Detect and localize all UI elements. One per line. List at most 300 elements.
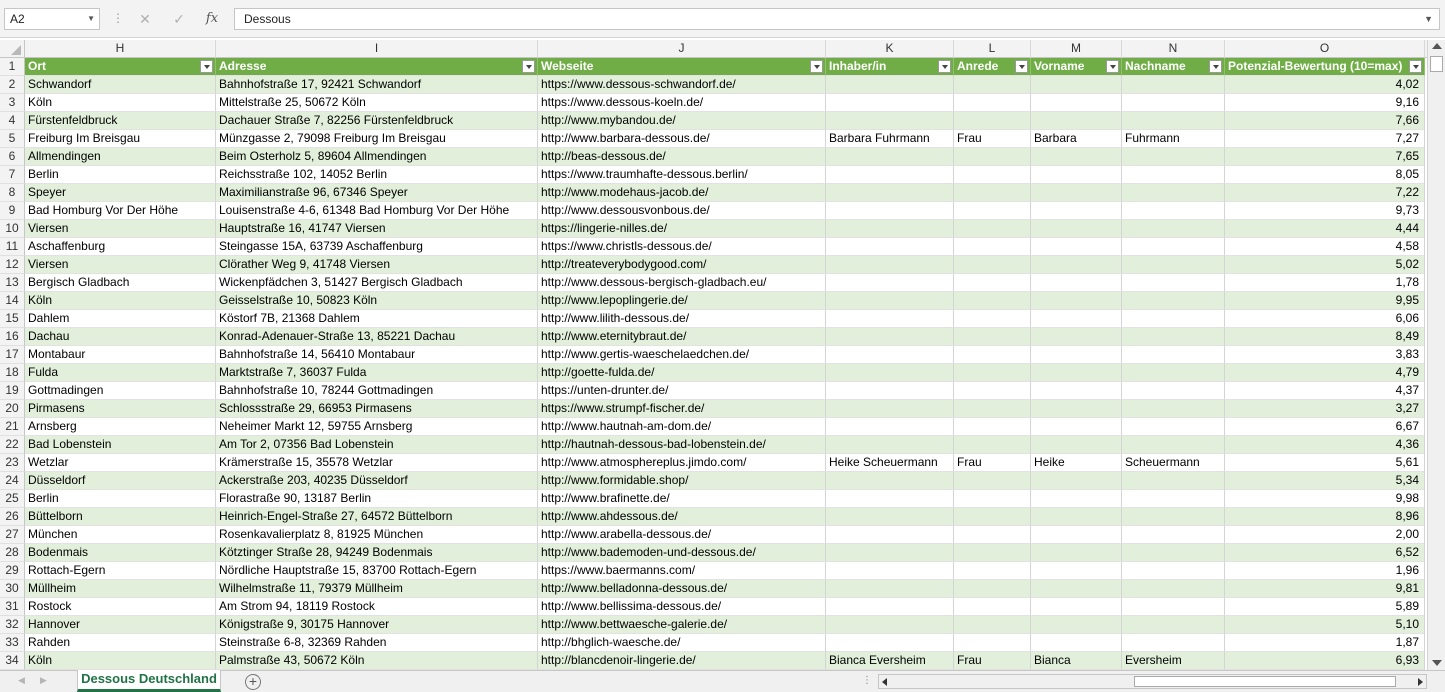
table-cell[interactable] xyxy=(538,274,826,292)
table-cell[interactable] xyxy=(1031,346,1122,364)
table-cell[interactable] xyxy=(1122,382,1225,400)
table-cell[interactable] xyxy=(1225,220,1425,238)
row-number[interactable]: 9 xyxy=(0,202,25,220)
table-cell[interactable] xyxy=(538,310,826,328)
formula-input[interactable] xyxy=(234,8,1440,30)
chevron-down-icon[interactable]: ▼ xyxy=(87,14,95,23)
table-cell[interactable] xyxy=(538,418,826,436)
table-cell[interactable] xyxy=(25,148,216,166)
table-cell[interactable] xyxy=(826,544,954,562)
table-cell[interactable] xyxy=(954,580,1031,598)
table-cell[interactable] xyxy=(1122,418,1225,436)
table-cell[interactable] xyxy=(954,166,1031,184)
table-cell[interactable] xyxy=(1031,652,1122,670)
table-cell[interactable] xyxy=(216,526,538,544)
row-number[interactable]: 12 xyxy=(0,256,25,274)
table-cell[interactable] xyxy=(1122,544,1225,562)
table-cell[interactable] xyxy=(538,184,826,202)
table-cell[interactable] xyxy=(826,76,954,94)
table-cell[interactable] xyxy=(954,94,1031,112)
table-cell[interactable] xyxy=(954,652,1031,670)
horizontal-scrollbar[interactable] xyxy=(878,674,1427,689)
table-cell[interactable] xyxy=(216,598,538,616)
row-number[interactable]: 31 xyxy=(0,598,25,616)
table-cell[interactable] xyxy=(538,598,826,616)
table-cell[interactable] xyxy=(1031,382,1122,400)
table-cell[interactable] xyxy=(25,238,216,256)
table-cell[interactable] xyxy=(1031,202,1122,220)
table-cell[interactable] xyxy=(1122,130,1225,148)
table-cell[interactable] xyxy=(1031,130,1122,148)
table-cell[interactable] xyxy=(1122,364,1225,382)
table-cell[interactable] xyxy=(1122,346,1225,364)
table-cell[interactable] xyxy=(1031,562,1122,580)
table-cell[interactable] xyxy=(826,472,954,490)
table-cell[interactable] xyxy=(25,256,216,274)
table-cell[interactable] xyxy=(216,166,538,184)
table-cell[interactable] xyxy=(216,148,538,166)
filter-dropdown-icon[interactable] xyxy=(200,60,213,73)
table-cell[interactable] xyxy=(1031,94,1122,112)
row-number[interactable]: 16 xyxy=(0,328,25,346)
table-cell[interactable] xyxy=(538,382,826,400)
table-cell[interactable] xyxy=(25,220,216,238)
row-number[interactable]: 18 xyxy=(0,364,25,382)
table-cell[interactable] xyxy=(1225,256,1425,274)
table-cell[interactable] xyxy=(216,472,538,490)
vertical-scrollbar[interactable] xyxy=(1427,40,1445,670)
column-header-i[interactable]: I xyxy=(216,40,538,58)
table-cell[interactable] xyxy=(1225,562,1425,580)
table-cell[interactable] xyxy=(1122,508,1225,526)
table-cell[interactable] xyxy=(216,418,538,436)
table-cell[interactable] xyxy=(216,400,538,418)
table-cell[interactable] xyxy=(25,508,216,526)
row-number[interactable]: 5 xyxy=(0,130,25,148)
table-cell[interactable] xyxy=(954,328,1031,346)
table-cell[interactable] xyxy=(538,238,826,256)
table-cell[interactable] xyxy=(1225,544,1425,562)
row-number[interactable]: 14 xyxy=(0,292,25,310)
table-cell[interactable] xyxy=(1031,454,1122,472)
table-cell[interactable] xyxy=(826,364,954,382)
horizontal-scroll-thumb[interactable] xyxy=(1134,676,1396,687)
table-cell[interactable] xyxy=(216,508,538,526)
table-cell[interactable] xyxy=(1122,256,1225,274)
next-sheet-icon[interactable]: ▶ xyxy=(40,675,47,685)
filter-dropdown-icon[interactable] xyxy=(1106,60,1119,73)
table-cell[interactable] xyxy=(1122,400,1225,418)
table-cell[interactable] xyxy=(216,184,538,202)
table-cell[interactable] xyxy=(826,274,954,292)
table-cell[interactable] xyxy=(1225,634,1425,652)
table-cell[interactable] xyxy=(954,436,1031,454)
row-number[interactable]: 29 xyxy=(0,562,25,580)
table-cell[interactable] xyxy=(1225,112,1425,130)
table-cell[interactable] xyxy=(826,184,954,202)
table-cell[interactable] xyxy=(826,202,954,220)
table-cell[interactable] xyxy=(1031,220,1122,238)
table-cell[interactable] xyxy=(954,256,1031,274)
table-cell[interactable] xyxy=(1225,130,1425,148)
table-cell[interactable] xyxy=(538,364,826,382)
table-cell[interactable] xyxy=(954,418,1031,436)
table-cell[interactable] xyxy=(954,220,1031,238)
row-number[interactable]: 19 xyxy=(0,382,25,400)
table-cell[interactable] xyxy=(538,292,826,310)
table-cell[interactable] xyxy=(538,544,826,562)
table-cell[interactable] xyxy=(1225,382,1425,400)
table-cell[interactable] xyxy=(1225,310,1425,328)
table-cell[interactable] xyxy=(25,526,216,544)
table-cell[interactable] xyxy=(1031,436,1122,454)
header-cell[interactable] xyxy=(1122,58,1225,76)
table-cell[interactable] xyxy=(1225,184,1425,202)
table-cell[interactable] xyxy=(826,580,954,598)
table-cell[interactable] xyxy=(1225,400,1425,418)
table-cell[interactable] xyxy=(1225,526,1425,544)
table-cell[interactable] xyxy=(538,76,826,94)
column-header-o[interactable]: O xyxy=(1225,40,1425,58)
table-cell[interactable] xyxy=(538,112,826,130)
table-cell[interactable] xyxy=(954,202,1031,220)
table-cell[interactable] xyxy=(1225,76,1425,94)
row-number[interactable]: 6 xyxy=(0,148,25,166)
table-cell[interactable] xyxy=(25,112,216,130)
table-cell[interactable] xyxy=(1122,652,1225,670)
table-cell[interactable] xyxy=(538,472,826,490)
table-cell[interactable] xyxy=(1122,616,1225,634)
vertical-scroll-thumb[interactable] xyxy=(1430,56,1443,72)
table-cell[interactable] xyxy=(826,112,954,130)
table-cell[interactable] xyxy=(1031,616,1122,634)
table-cell[interactable] xyxy=(25,328,216,346)
row-number[interactable]: 27 xyxy=(0,526,25,544)
table-cell[interactable] xyxy=(216,490,538,508)
column-header-n[interactable]: N xyxy=(1122,40,1225,58)
table-cell[interactable] xyxy=(25,130,216,148)
table-cell[interactable] xyxy=(216,652,538,670)
table-cell[interactable] xyxy=(538,562,826,580)
table-cell[interactable] xyxy=(216,238,538,256)
table-cell[interactable] xyxy=(25,418,216,436)
table-cell[interactable] xyxy=(1122,112,1225,130)
table-cell[interactable] xyxy=(1031,292,1122,310)
table-cell[interactable] xyxy=(216,346,538,364)
table-cell[interactable] xyxy=(1225,292,1425,310)
table-cell[interactable] xyxy=(826,292,954,310)
row-number[interactable]: 33 xyxy=(0,634,25,652)
table-cell[interactable] xyxy=(1225,238,1425,256)
table-cell[interactable] xyxy=(25,490,216,508)
add-sheet-icon[interactable]: + xyxy=(245,674,261,690)
table-cell[interactable] xyxy=(538,130,826,148)
table-cell[interactable] xyxy=(1031,76,1122,94)
table-cell[interactable] xyxy=(954,490,1031,508)
table-cell[interactable] xyxy=(1122,274,1225,292)
table-cell[interactable] xyxy=(954,508,1031,526)
table-cell[interactable] xyxy=(1225,328,1425,346)
table-cell[interactable] xyxy=(1122,436,1225,454)
table-cell[interactable] xyxy=(25,544,216,562)
table-cell[interactable] xyxy=(1122,166,1225,184)
table-cell[interactable] xyxy=(1031,274,1122,292)
table-cell[interactable] xyxy=(1225,508,1425,526)
filter-dropdown-icon[interactable] xyxy=(522,60,535,73)
table-cell[interactable] xyxy=(1122,328,1225,346)
table-cell[interactable] xyxy=(1122,220,1225,238)
table-cell[interactable] xyxy=(538,328,826,346)
table-cell[interactable] xyxy=(826,382,954,400)
table-cell[interactable] xyxy=(1122,184,1225,202)
table-cell[interactable] xyxy=(538,166,826,184)
table-cell[interactable] xyxy=(1031,328,1122,346)
row-number[interactable]: 1 xyxy=(0,58,25,76)
table-cell[interactable] xyxy=(25,652,216,670)
table-cell[interactable] xyxy=(1122,562,1225,580)
header-cell[interactable] xyxy=(216,58,538,76)
row-number[interactable]: 11 xyxy=(0,238,25,256)
table-cell[interactable] xyxy=(216,382,538,400)
table-cell[interactable] xyxy=(1122,580,1225,598)
table-cell[interactable] xyxy=(826,436,954,454)
table-cell[interactable] xyxy=(1225,418,1425,436)
table-cell[interactable] xyxy=(216,616,538,634)
table-cell[interactable] xyxy=(1031,472,1122,490)
table-cell[interactable] xyxy=(1031,256,1122,274)
table-cell[interactable] xyxy=(954,544,1031,562)
table-cell[interactable] xyxy=(1122,76,1225,94)
table-cell[interactable] xyxy=(1225,346,1425,364)
table-cell[interactable] xyxy=(826,166,954,184)
table-cell[interactable] xyxy=(954,634,1031,652)
confirm-entry-icon[interactable]: ✓ xyxy=(173,11,185,27)
table-cell[interactable] xyxy=(954,364,1031,382)
table-cell[interactable] xyxy=(954,130,1031,148)
select-all-button[interactable] xyxy=(0,40,25,58)
table-cell[interactable] xyxy=(25,202,216,220)
table-cell[interactable] xyxy=(1122,292,1225,310)
table-cell[interactable] xyxy=(1122,202,1225,220)
table-cell[interactable] xyxy=(1122,148,1225,166)
table-cell[interactable] xyxy=(1225,364,1425,382)
table-cell[interactable] xyxy=(25,382,216,400)
table-cell[interactable] xyxy=(538,490,826,508)
row-number[interactable]: 20 xyxy=(0,400,25,418)
table-cell[interactable] xyxy=(826,328,954,346)
table-cell[interactable] xyxy=(954,274,1031,292)
table-cell[interactable] xyxy=(1031,526,1122,544)
row-number[interactable]: 21 xyxy=(0,418,25,436)
table-cell[interactable] xyxy=(954,526,1031,544)
column-header-j[interactable]: J xyxy=(538,40,826,58)
expand-formula-bar-icon[interactable]: ▼ xyxy=(1424,14,1433,24)
scroll-right-icon[interactable] xyxy=(1418,678,1423,686)
row-number[interactable]: 13 xyxy=(0,274,25,292)
table-cell[interactable] xyxy=(216,544,538,562)
row-number[interactable]: 2 xyxy=(0,76,25,94)
table-cell[interactable] xyxy=(1225,490,1425,508)
table-cell[interactable] xyxy=(826,130,954,148)
table-cell[interactable] xyxy=(826,220,954,238)
table-cell[interactable] xyxy=(954,112,1031,130)
table-cell[interactable] xyxy=(826,508,954,526)
table-cell[interactable] xyxy=(1031,544,1122,562)
table-cell[interactable] xyxy=(216,580,538,598)
table-cell[interactable] xyxy=(1122,490,1225,508)
table-cell[interactable] xyxy=(826,400,954,418)
table-cell[interactable] xyxy=(216,76,538,94)
table-cell[interactable] xyxy=(954,76,1031,94)
table-cell[interactable] xyxy=(25,274,216,292)
table-cell[interactable] xyxy=(1122,310,1225,328)
table-cell[interactable] xyxy=(538,436,826,454)
table-cell[interactable] xyxy=(25,76,216,94)
table-cell[interactable] xyxy=(216,562,538,580)
table-cell[interactable] xyxy=(954,472,1031,490)
row-number[interactable]: 22 xyxy=(0,436,25,454)
row-number[interactable]: 32 xyxy=(0,616,25,634)
table-cell[interactable] xyxy=(25,472,216,490)
table-cell[interactable] xyxy=(826,490,954,508)
filter-dropdown-icon[interactable] xyxy=(938,60,951,73)
table-cell[interactable] xyxy=(826,652,954,670)
table-cell[interactable] xyxy=(1031,310,1122,328)
table-cell[interactable] xyxy=(954,292,1031,310)
table-cell[interactable] xyxy=(1122,598,1225,616)
table-cell[interactable] xyxy=(826,454,954,472)
filter-dropdown-icon[interactable] xyxy=(1209,60,1222,73)
table-cell[interactable] xyxy=(216,454,538,472)
column-header-k[interactable]: K xyxy=(826,40,954,58)
table-cell[interactable] xyxy=(1225,616,1425,634)
table-cell[interactable] xyxy=(25,166,216,184)
table-cell[interactable] xyxy=(25,616,216,634)
header-cell[interactable] xyxy=(1031,58,1122,76)
sheet-tab-dessous-deutschland[interactable]: Dessous Deutschland xyxy=(77,670,221,692)
table-cell[interactable] xyxy=(1031,148,1122,166)
table-cell[interactable] xyxy=(25,634,216,652)
table-cell[interactable] xyxy=(25,436,216,454)
table-cell[interactable] xyxy=(25,346,216,364)
table-cell[interactable] xyxy=(25,580,216,598)
table-cell[interactable] xyxy=(826,148,954,166)
table-cell[interactable] xyxy=(538,634,826,652)
table-cell[interactable] xyxy=(25,292,216,310)
table-cell[interactable] xyxy=(538,508,826,526)
row-number[interactable]: 23 xyxy=(0,454,25,472)
table-cell[interactable] xyxy=(538,148,826,166)
table-cell[interactable] xyxy=(538,454,826,472)
table-cell[interactable] xyxy=(1225,652,1425,670)
table-cell[interactable] xyxy=(216,112,538,130)
cancel-entry-icon[interactable]: ✕ xyxy=(139,11,151,27)
header-cell[interactable] xyxy=(538,58,826,76)
table-cell[interactable] xyxy=(826,562,954,580)
table-cell[interactable] xyxy=(538,220,826,238)
table-cell[interactable] xyxy=(954,346,1031,364)
row-number[interactable]: 25 xyxy=(0,490,25,508)
table-cell[interactable] xyxy=(1225,436,1425,454)
table-cell[interactable] xyxy=(1225,166,1425,184)
table-cell[interactable] xyxy=(1031,238,1122,256)
row-number[interactable]: 34 xyxy=(0,652,25,670)
table-cell[interactable] xyxy=(954,562,1031,580)
table-cell[interactable] xyxy=(1122,634,1225,652)
table-cell[interactable] xyxy=(216,292,538,310)
table-cell[interactable] xyxy=(1031,490,1122,508)
table-cell[interactable] xyxy=(1225,202,1425,220)
table-cell[interactable] xyxy=(538,652,826,670)
table-cell[interactable] xyxy=(538,256,826,274)
table-cell[interactable] xyxy=(216,256,538,274)
table-cell[interactable] xyxy=(1122,94,1225,112)
table-cell[interactable] xyxy=(216,328,538,346)
table-cell[interactable] xyxy=(954,616,1031,634)
table-cell[interactable] xyxy=(1031,634,1122,652)
table-cell[interactable] xyxy=(25,400,216,418)
table-cell[interactable] xyxy=(25,310,216,328)
table-cell[interactable] xyxy=(826,346,954,364)
table-cell[interactable] xyxy=(1031,508,1122,526)
table-cell[interactable] xyxy=(216,94,538,112)
table-cell[interactable] xyxy=(25,598,216,616)
table-cell[interactable] xyxy=(1031,112,1122,130)
table-cell[interactable] xyxy=(954,400,1031,418)
column-header-l[interactable]: L xyxy=(954,40,1031,58)
table-cell[interactable] xyxy=(1225,598,1425,616)
table-cell[interactable] xyxy=(1031,400,1122,418)
table-cell[interactable] xyxy=(1225,454,1425,472)
table-cell[interactable] xyxy=(954,454,1031,472)
header-cell[interactable] xyxy=(826,58,954,76)
table-cell[interactable] xyxy=(1122,454,1225,472)
row-number[interactable]: 28 xyxy=(0,544,25,562)
table-cell[interactable] xyxy=(1225,274,1425,292)
table-cell[interactable] xyxy=(538,202,826,220)
row-number[interactable]: 24 xyxy=(0,472,25,490)
column-header-m[interactable]: M xyxy=(1031,40,1122,58)
table-cell[interactable] xyxy=(538,400,826,418)
table-cell[interactable] xyxy=(826,310,954,328)
table-cell[interactable] xyxy=(1031,418,1122,436)
row-number[interactable]: 7 xyxy=(0,166,25,184)
worksheet-grid[interactable] xyxy=(0,40,1427,670)
table-cell[interactable] xyxy=(216,274,538,292)
column-header-h[interactable]: H xyxy=(25,40,216,58)
name-box[interactable] xyxy=(4,8,100,30)
row-number[interactable]: 10 xyxy=(0,220,25,238)
table-cell[interactable] xyxy=(216,130,538,148)
table-cell[interactable] xyxy=(1225,94,1425,112)
table-cell[interactable] xyxy=(25,184,216,202)
table-cell[interactable] xyxy=(826,418,954,436)
table-cell[interactable] xyxy=(538,94,826,112)
table-cell[interactable] xyxy=(954,598,1031,616)
table-cell[interactable] xyxy=(1031,598,1122,616)
table-cell[interactable] xyxy=(538,580,826,598)
table-cell[interactable] xyxy=(1031,166,1122,184)
filter-dropdown-icon[interactable] xyxy=(810,60,823,73)
table-cell[interactable] xyxy=(1122,526,1225,544)
table-cell[interactable] xyxy=(826,634,954,652)
table-cell[interactable] xyxy=(25,454,216,472)
row-number[interactable]: 15 xyxy=(0,310,25,328)
header-cell[interactable] xyxy=(25,58,216,76)
header-cell[interactable] xyxy=(954,58,1031,76)
table-cell[interactable] xyxy=(538,346,826,364)
row-number[interactable]: 8 xyxy=(0,184,25,202)
